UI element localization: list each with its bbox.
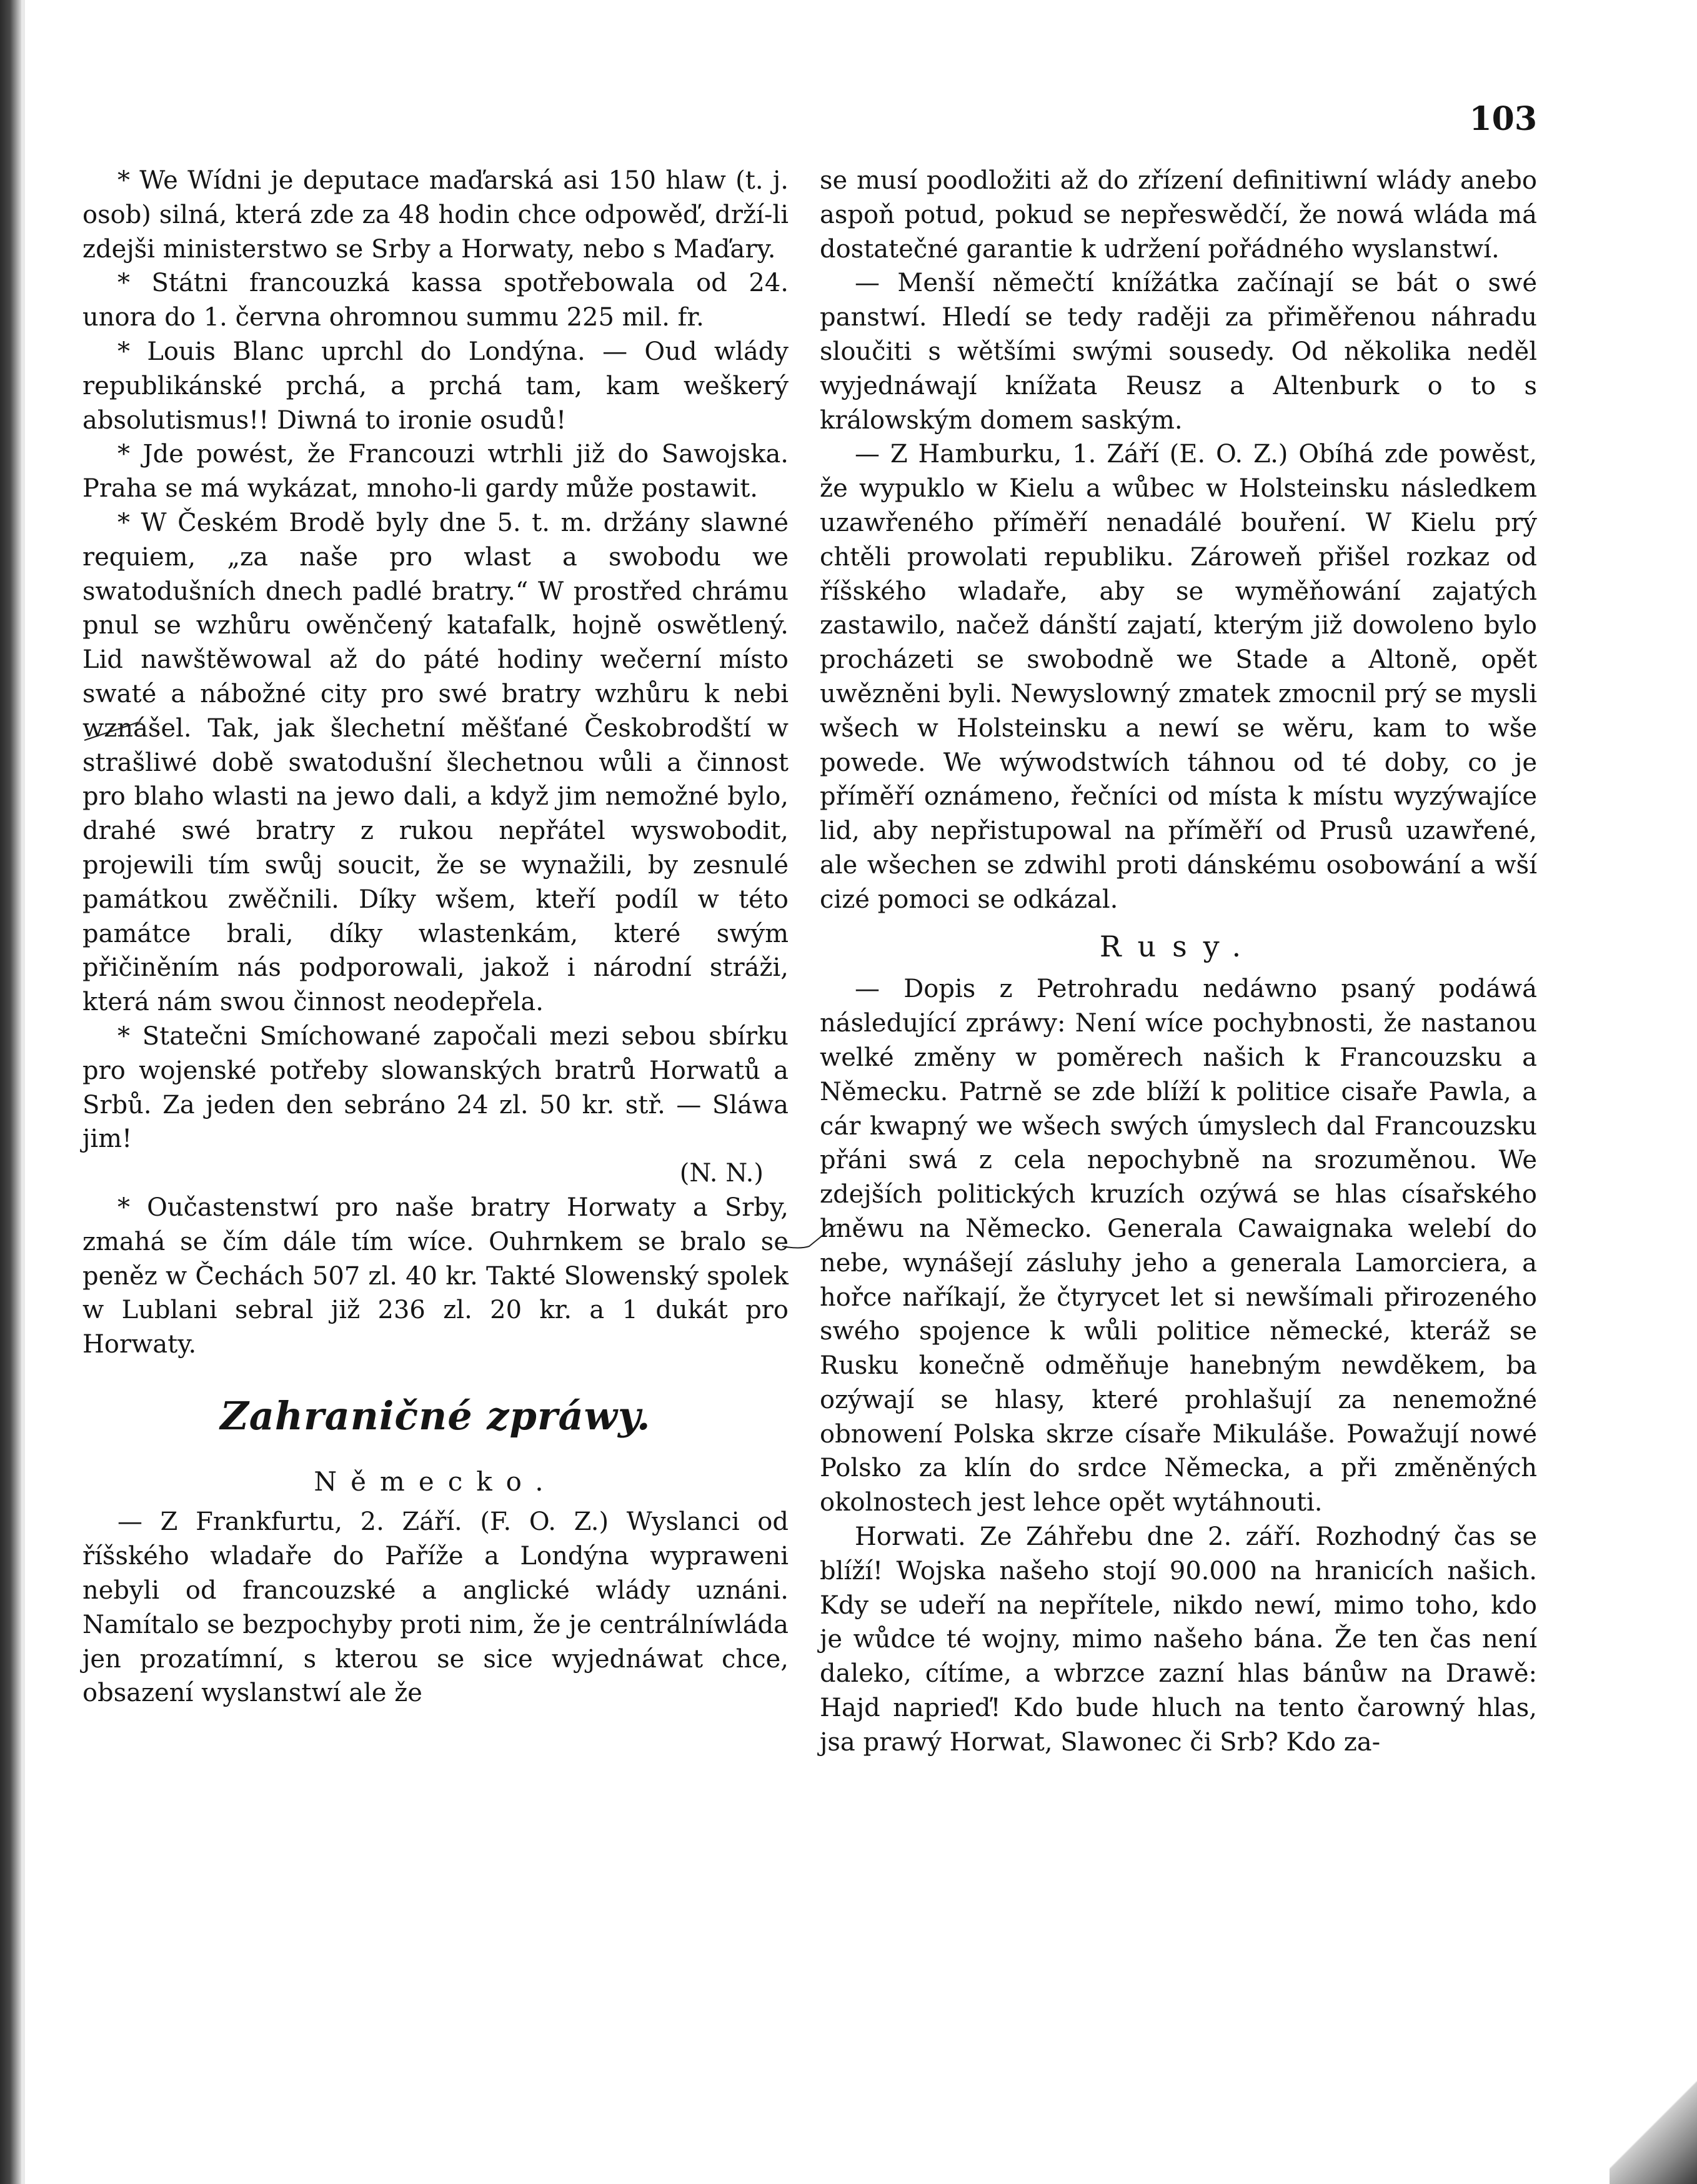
news-item-frankfurt-continued: se musí poodložiti až do zřízení definitiwní wlády anebo aspoň potud, pokud se nepřeswědčí, že nowá wláda má dostatečné garantie k udržení pořádného wyslanstwí.	[820, 166, 1537, 264]
section-heading-foreign-news: Zahraničné zpráwy.	[220, 1392, 651, 1439]
right-column	[820, 164, 1537, 1760]
news-item-savoy: * Jde powést, že Francouzi wtrhli již do Sawojska. Praha se má wykázat, mnoho-li gardy může postawit.	[82, 440, 789, 504]
scan-binding-edge	[0, 0, 21, 2184]
news-item-participation: * Oučastenstwí pro naše bratry Horwaty a Srby, zmahá se čím dále tím wíce. Ouhrnkem se bralo se peněz w Čechách 507 zl. 40 kr. Takté Slowenský spolek w Lublani sebral již 236 zl. 20 kr. a 1 dukát pro Horwaty.	[82, 1193, 789, 1359]
country-heading-germany: Německo.	[314, 1466, 557, 1497]
signature: (N. N.)	[679, 1159, 764, 1188]
news-item-louis-blanc: * Louis Blanc uprchl do Londýna. — Oud wlády republikánské prchá, a prchá tam, kam weškerý absolutismus!! Diwná to ironie osudů!	[82, 337, 789, 435]
left-column	[82, 164, 789, 1710]
news-item-hamburg: — Z Hamburku, 1. Září (E. O. Z.) Obíhá zde powěst, že wypuklo w Kielu a wůbec w Holsteinsku následkem uzawřeného příměří nenadálé bouření. W Kielu prý chtěli prowolati republiku. Zároweň přišel rozkaz od říšského wladaře, aby se wyměňowání zajatých zastawilo, načež dánští zajatí, kterým již dowoleno bylo procházeti se swobodně we Stade a Altoně, opět uwězněni byli. Newyslowný zmatek zmocnil prý se mysli wšech w Holsteinsku a newí se wěru, kam to wše powede. We wýwodstwích táhnou od té doby, co je příměří oznámeno, řečníci od místa k místu wyzýwajíce lid, aby nepřistupowal na příměří od Prusů uzawřené, ale wšechen se zdwihl proti dánskému osobowání a wší cizé pomoci se odkázal.	[820, 440, 1537, 914]
news-item-cesky-brod: * W Českém Brodě byly dne 5. t. m. držány slawné requiem, „za naše pro wlast a swobodu we swatodušních dnech padlé bratry.“ W prostřed chrámu pnul se wzhůru owěnčený katafalk, hojně oswětlený. Lid nawštěwowal až do páté hodiny wečerní místo swaté a nábožné city pro swé bratry wzhůru k nebi wznášel. Tak, jak šlechetní měšťané Českobrodští w strašliwé době swatodušní šlechetnou wůli a činnost pro blaho wlasti na jewo dali, a když jim nemožné bylo, drahé swé bratry z rukou nepřátel wyswobodit, projewili tím swůj soucit, že se wynažili, by zesnulé památkou zwěčnili. Díky wšem, kteří podíl w této památce brali, díky wlastenkám, které swým přičiněním nás podporowali, jakož i národní stráži, která nám swou činnost neodepřela.	[82, 508, 789, 1017]
news-item-smichov-collection: * Statečni Smíchowané započali mezi sebou sbírku pro wojenské potřeby slowanských bratrů Horwatů a Srbů. Za jeden den sebráno 24 zl. 50 kr. stř. — Sláwa jim!	[82, 1021, 789, 1154]
news-item-petersburg-letter: — Dopis z Petrohradu nedáwno psaný podáwá následující zpráwy: Není wíce pochybnosti, že nastanou welké změny w poměrech našich k Francouzsku a Německu. Patrně se zde blíží k politice cisaře Pawla, a cár kwapný we wšech swých úmyslech dal Francouzsku přáni swá z cela nepochybně na srozuměnou. We zdejších politických kruzích ozýwá se hlas císařského hněwu na Německo. Generala Cawaignaka welebí do nebe, wynášejí zásluhy jeho a generala Lamorciera, a hořce naříkají, že čtyrycet let si newšímali přirozeného swého spojence k wůli politice německé, kteráž se Rusku konečně odměňuje hanebným newděkem, ba ozýwají se hlasy, které prohlašují za nenemožné obnowení Polska skrze císaře Mikuláše. Powažují nowé Polsko za klín do srdce Německa, a při změněných okolnostech jest lehce opět wytáhnouti.	[820, 975, 1537, 1517]
page-number: 103	[1469, 100, 1537, 138]
news-item-croats: Horwati. Ze Záhřebu dne 2. září. Rozhodný čas se blíží! Wojska našeho stojí 90.000 na hranicích našich. Kdy se udeří na nepřítele, nikdo newí, mimo toho, kdo je wůdce té wojny, mimo našeho bána. Že ten čas není daleko, cítíme, a wbrzce zazní hlas bánůw na Drawě: Hajd naprieď! Kdo bude hluch na tento čarowný hlas, jsa prawý Horwat, Slawonec či Srb? Kdo za-	[820, 1522, 1537, 1757]
page-corner-shadow	[1610, 2040, 1697, 2184]
news-item-vienna-deputation: * We Wídni je deputace maďarská asi 150 hlaw (t. j. osob) silná, která zde za 48 hodin chce odpowěď, drží-li zdejši ministerstwo se Srby a Horwaty, nebo s Maďary.	[82, 166, 789, 264]
news-item-small-princes: — Menší němečtí knížátka začínají se bát o swé panstwí. Hledí se tedy raději za přiměřenou náhradu sloučiti s wětšími swými sousedy. Od několika neděl wyjednáwají knížata Reusz a Altenburk o to s králowským domem saským.	[820, 269, 1537, 435]
news-item-frankfurt: — Z Frankfurtu, 2. Září. (F. O. Z.) Wyslanci od říšského wladaře do Paříže a Londýna wypraweni nebyli od francouzské a anglické wlády uznáni. Namítalo se bezpochyby proti nim, že je centrálníwláda jen prozatímní, s kterou se sice wyjednáwat chce, obsazení wyslanstwí ale že	[82, 1507, 789, 1708]
scan-binding-shadow	[21, 0, 25, 2184]
country-heading-russia: Rusy.	[1099, 929, 1258, 963]
news-item-french-treasury: * Státni francouzká kassa spotřebowala od 24. unora do 1. června ohromnou summu 225 mil. fr.	[82, 269, 789, 332]
